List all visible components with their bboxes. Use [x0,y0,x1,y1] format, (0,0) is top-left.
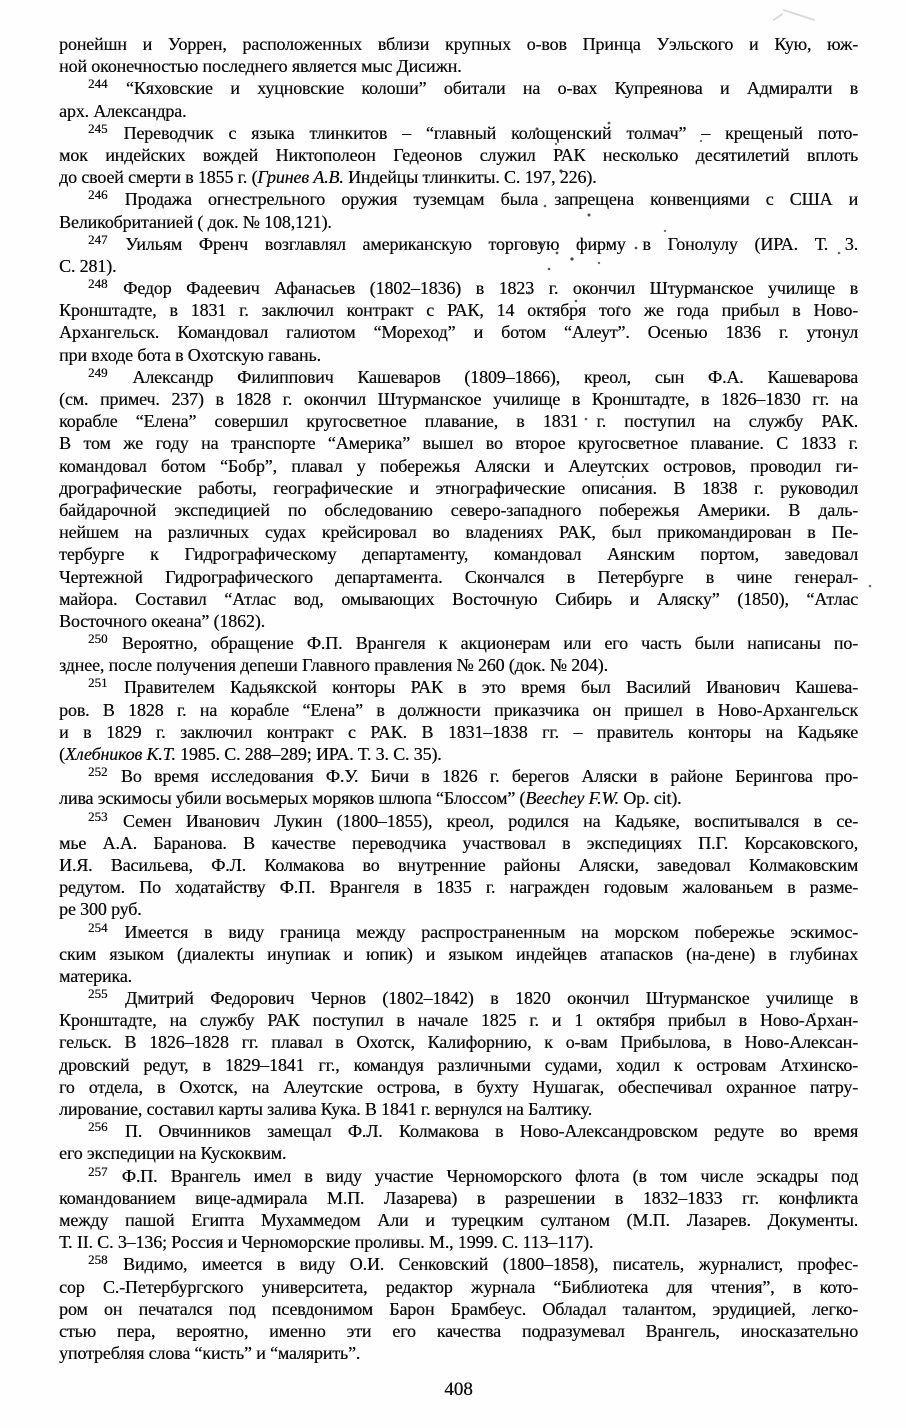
footnote-number: 245 [88,121,108,136]
text-line: между пашой Египта Мухаммедом Али и турецким султаном (М.П. Лазарев. Документы. [59,1209,858,1230]
text-line: $^{257}$ Ф.П. Врангель имел в виду участие Черноморского флота (в том числе эскадры под [88,1164,858,1186]
footnote-number: 257 [88,1164,108,1179]
text-line: командовал ботом “Бобр”, плавал у побережья Аляски и Алеутских островов, проводил ги- [59,455,858,476]
text-line: $^{249}$ Александр Филиппович Кашеваров (1809–1866), креол, сын Ф.А. Кашеварова [88,365,858,387]
text-line: дровский редут, в 1829–1841 гг., командуя различными судами, ходил к островам Атхинско- [59,1054,858,1075]
text-line: $^{246}$ Продажа огнестрельного оружия туземцам была запрещена конвенциями с США и [88,188,858,210]
footnote-number: 248 [88,277,108,292]
text-line: ром он печатался под псевдонимом Барон Брамбеус. Обладал талантом, эрудицией, легко- [59,1298,858,1319]
footnote-number: 255 [88,987,108,1002]
text-line: Т. II. С. 3–136; Россия и Черноморские проливы. М., 1999. С. 113–117). [59,1232,594,1253]
text-line: майора. Составил “Атлас вод, омывающих Восточную Сибирь и Аляску” (1850), “Атлас [59,588,858,609]
footnote-number: 254 [88,920,108,935]
text-line: Чертежной Гидрографического департамента. Скончался в Петербурге в чине генерал- [59,566,858,587]
page-number: 408 [444,1379,473,1400]
footnote-249 [59,366,858,632]
footnote-247 [59,233,858,277]
text-line: $^{258}$ Видимо, имеется в виду О.И. Сенковский (1800–1858), писатель, журналист, профес- [88,1253,858,1275]
text-line: нейшем на различных судах крейсировал во владениях РАК, был прикомандирован в Пе- [59,522,858,543]
text-line: до своей смерти в 1855 г. (Гринев А.В. Индейцы тлинкиты. С. 197, 226). [59,167,597,188]
text-line: И.Я. Васильева, Ф.Л. Колмакова во внутренние районы Аляски, заведовал Колмаковским [59,854,858,875]
text-line: Архангельск. Командовал галиотом “Мореход” и ботом “Алеут”. Осенью 1836 г. утонул [59,322,858,343]
text-line: мок индейских вождей Никтополеон Гедеонов служил РАК несколько десятилетий вплоть [59,144,858,165]
text-line: лива эскимосы убили восьмерых моряков шлюпа “Блоссом” (Beechey F.W. Op. cit). [59,788,682,809]
text-line: $^{245}$ Переводчик с языка тлинкитов – “главный колощенский толмач” – крещеный пото- [88,121,858,143]
text-line: Великобританией ( док. № 108,121). [59,211,332,232]
text-line: $^{250}$ Вероятно, обращение Ф.П. Врангеля к акционерам или его часть были написаны по- [88,632,858,654]
text-line: дрографические работы, географические и этнографические описания. В 1838 г. руководил [59,477,858,498]
text-line: $^{256}$ П. Овчинников замещал Ф.Л. Колмакова в Ново-Александровском редуте во время [88,1120,858,1142]
footnote-number: 250 [88,632,108,647]
scan-noise [0,0,2,2]
text-line: В том же году на транспорте “Америка” вышел во второе кругосветное плавание. С 1833 г. [59,433,858,454]
footnote-257 [59,1165,858,1254]
footnote-255 [59,987,858,1120]
text-line: стью пера, вероятно, именно эти его качества подразумевал Врангель, иносказательно [59,1320,858,1341]
footnote-245 [59,122,858,189]
footnote-248 [59,277,858,366]
text-line: употребляя слова “кисть” и “малярить”. [59,1343,361,1364]
text-line: ров. В 1828 г. на корабле “Елена” в должности приказчика он пришел в Ново-Архангельск [59,699,858,720]
pencil-mark [773,13,784,22]
footnote-253 [59,810,858,921]
text-line: командованием вице-адмирала М.П. Лазарева) в разрешении в 1832–1833 гг. конфликта [59,1187,858,1208]
text-line: арх. Александра. [59,100,187,121]
footnote-258 [59,1253,858,1364]
text-line: ре 300 руб. [59,899,142,920]
text-line: при входе бота в Охотскую гавань. [59,344,321,365]
text-line: и в 1829 г. заключил контракт с РАК. В 1831–1838 гг. – правитель конторы на Кадьяке [59,721,858,742]
text-line: тербурге к Гидрографическому департаменту, командовал Аянским портом, заведовал [59,544,858,565]
footnote-246 [59,188,858,232]
text-line: ским языком (диалекты инупиак и юпик) и языком индейцев атапасков (на-дене) в глубинах [59,943,858,964]
text-line: $^{254}$ Имеется в виду граница между распространенным на морском побережье эскимос- [88,920,858,942]
footnote-number: 244 [88,77,108,92]
text-line: Восточного океана” (1862). [59,610,265,631]
text-line: С. 281). [59,255,117,276]
footnote-number: 251 [88,676,108,691]
footnote-254 [59,921,858,988]
text-line: его экспедиции на Кускоквим. [59,1143,287,1164]
footnote-number: 249 [88,365,108,380]
text-line: $^{244}$ “Кяховские и хуцновские колоши” обитали на о-вах Купреянова и Адмиралти в [88,77,858,99]
text-line: лирование, составил карты залива Кука. В 1841 г. вернулся на Балтику. [59,1099,592,1119]
footnote-252 [59,765,858,809]
footnote-number: 256 [88,1120,108,1135]
pencil-mark [783,9,816,21]
footnote-number: 253 [88,809,108,824]
text-line: редутом. По ходатайству Ф.П. Врангеля в 1835 г. награжден годовым жалованьем в разме- [59,877,858,898]
text-line: зднее, после получения депеши Главного правления № 260 (док. № 204). [59,655,608,676]
footnote-number: 258 [88,1253,108,1268]
footnote-number: 247 [88,232,108,247]
text-line: байдарочной экспедицией по обследованию северо-западного побережья Америки. В даль- [59,499,858,520]
text-line: (см. примеч. 237) в 1828 г. окончил Штурманское училище в Кронштадте, в 1826–1830 гг. на [59,389,858,409]
text-line: го отдела, в Охотск, на Алеутские острова, в бухту Нушагак, обеспечивал охранное патру- [59,1076,858,1097]
text-line: $^{251}$ Правителем Кадьякской конторы РАК в это время был Василий Иванович Кашева- [88,676,858,698]
paragraph-continuation [59,33,858,77]
text-line: $^{248}$ Федор Фадеевич Афанасьев (1802–1836) в 1823 г. окончил Штурманское училище в [88,277,858,299]
text-line: мье А.А. Баранова. В качестве переводчика участвовал в экспедициях П.Г. Корсаковского, [59,832,858,853]
footnote-number: 246 [88,188,108,203]
text-line: (Хлебников К.Т. 1985. С. 288–289; ИРА. Т. 3. С. 35). [59,744,442,764]
text-line: $^{253}$ Семен Иванович Лукин (1800–1855), креол, родился на Кадьяке, воспитывался в се- [88,809,858,831]
text-line: $^{247}$ Уильям Френч возглавлял американскую торговую фирму в Гонолулу (ИРА. Т. 3. [88,232,858,254]
text-line: $^{255}$ Дмитрий Федорович Чернов (1802–1842) в 1820 окончил Штурманское училище в [88,987,858,1009]
text-line: корабле “Елена” совершил кругосветное плавание, в 1831 г. поступил на службу РАК. [59,411,858,432]
text-line: гельск. В 1826–1828 гг. плавал в Охотск, Калифорнию, к о-вам Прибылова, в Ново-Алексан- [59,1032,858,1053]
footnote-256 [59,1120,858,1164]
footnote-244 [59,77,858,121]
text-line: Кронштадте, на службу РАК поступил в начале 1825 г. и 1 октября прибыл в Ново-Архан- [59,1010,858,1031]
text-line: сор С.-Петербургского университета, редактор журнала “Библиотека для чтения”, в кото- [59,1276,858,1297]
footnote-250 [59,632,858,676]
text-line: материка. [59,965,132,986]
text-line: Кронштадте, в 1831 г. заключил контракт с РАК, 14 октября того же года прибыл в Ново- [59,300,858,321]
footnotes-text-block [59,33,858,1364]
text-line: ной оконечностью последнего является мыс Дисижн. [59,56,462,77]
text-line: ронейшн и Уоррен, расположенных вблизи крупных о-вов Принца Уэльского и Кую, юж- [59,34,858,54]
footnote-number: 252 [88,765,108,780]
text-line: $^{252}$ Во время исследования Ф.У. Бичи в 1826 г. берегов Аляски в районе Берингова про- [88,765,858,787]
footnote-251 [59,676,858,765]
